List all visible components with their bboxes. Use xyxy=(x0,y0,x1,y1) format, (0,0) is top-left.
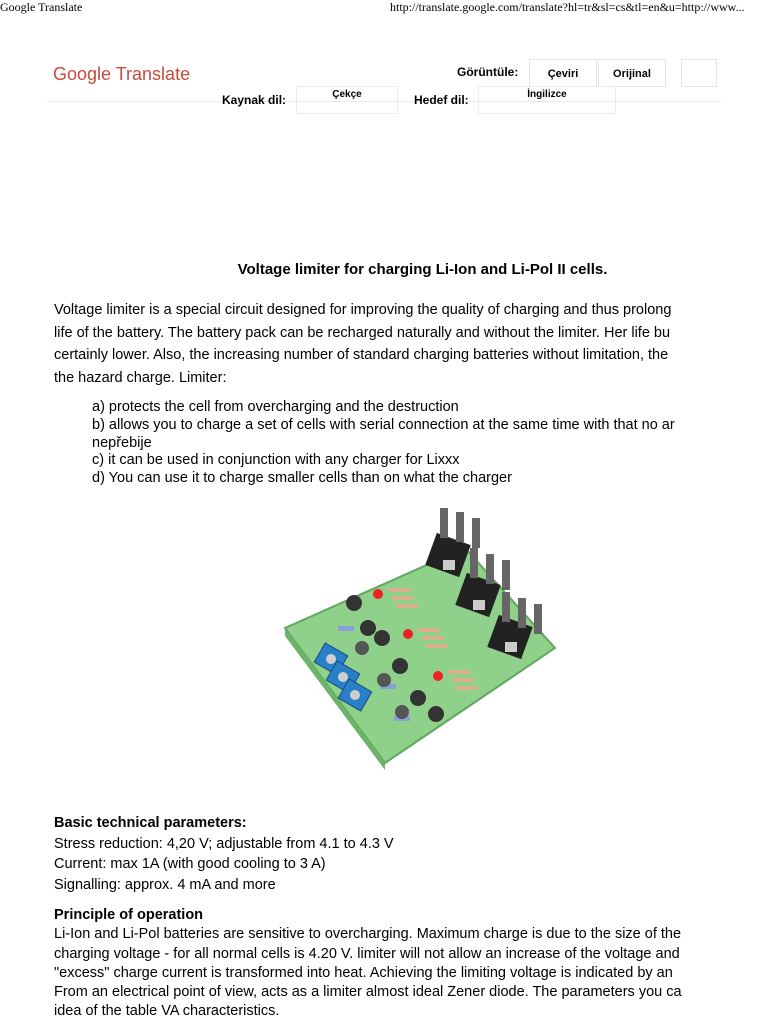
print-header xyxy=(0,0,768,16)
google-translate-logo[interactable]: Google Translate xyxy=(53,64,191,84)
principle-heading: Principle of operation xyxy=(54,907,204,923)
target-language-label: Hedef dil: xyxy=(414,93,469,107)
principle-line: Li-Ion and Li-Pol batteries are sensitive to overcharging. Maximum charge is due to the size of the xyxy=(54,926,682,943)
principle-line: From an electrical point of view, acts as a limiter almost ideal Zener diode. The parameters you ca xyxy=(54,984,682,1001)
view-label: Görüntüle: xyxy=(457,65,519,79)
feature-list xyxy=(92,399,768,488)
list-item: b) allows you to charge a set of cells with serial connection at the same time with that no ar xyxy=(92,416,675,433)
params-line: Current: max 1A (with good cooling to 3 A) xyxy=(54,856,326,873)
list-item: a) protects the cell from overcharging and the destruction xyxy=(92,399,459,415)
list-item: nepřebije xyxy=(92,434,152,451)
intro-line: life of the battery. The battery pack can be recharged naturally and without the limiter. Her life bu xyxy=(54,324,671,341)
target-language-select[interactable]: İngilizce xyxy=(478,86,616,114)
article-title: Voltage limiter for charging Li-Ion and Li-Pol II cells. xyxy=(237,261,608,278)
principle-section xyxy=(54,906,768,1022)
technical-parameters xyxy=(54,813,768,896)
close-button[interactable] xyxy=(681,59,717,87)
principle-line: charging voltage - for all normal cells is 4.20 V. limiter will not allow an increase of the voltage and xyxy=(54,945,680,962)
intro-line: Voltage limiter is a special circuit designed for improving the quality of charging and thus prolong xyxy=(54,302,672,318)
print-title: Google Translate xyxy=(0,0,83,14)
params-line: Stress reduction: 4,20 V; adjustable from 4.1 to 4.3 V xyxy=(54,835,394,852)
circuit-board-photo xyxy=(280,508,580,773)
principle-line: idea of the table VA characteristics. xyxy=(54,1003,280,1020)
principle-line: "excess" charge current is transformed into heat. Achieving the limiting voltage is indicated by an xyxy=(54,964,673,981)
intro-line: certainly lower. Also, the increasing number of standard charging batteries without limitation, the xyxy=(54,347,669,363)
params-line: Signalling: approx. 4 mA and more xyxy=(54,877,276,894)
print-url: http://translate.google.com/translate?hl=tr&sl=cs&tl=en&u=http://www... xyxy=(390,0,745,14)
translation-view-button[interactable]: Çeviri xyxy=(529,59,597,87)
list-item: d) You can use it to charge smaller cells than on what the charger xyxy=(92,470,512,487)
list-item: c) it can be used in conjunction with any charger for Lixxx xyxy=(92,452,460,469)
params-heading: Basic technical parameters: xyxy=(54,815,247,831)
intro-paragraph xyxy=(54,299,768,389)
original-view-button[interactable]: Orijinal xyxy=(598,59,666,87)
intro-line: the hazard charge. Limiter: xyxy=(54,369,227,386)
source-language-label: Kaynak dil: xyxy=(222,93,287,107)
source-language-select[interactable]: Çekçe xyxy=(296,86,398,114)
